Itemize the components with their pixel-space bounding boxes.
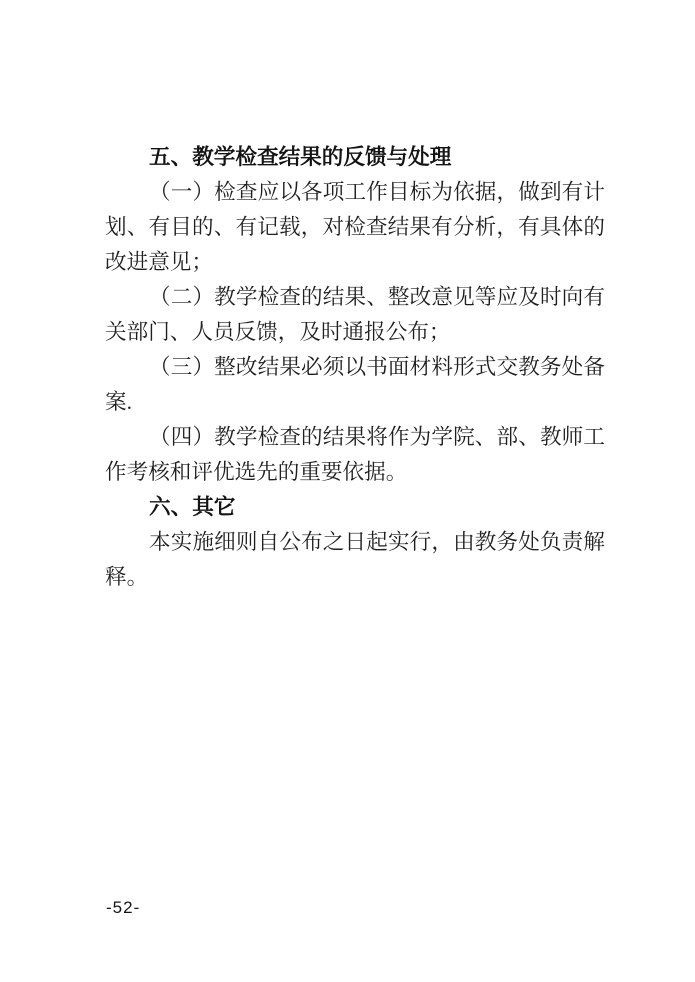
text-line: 释。 [105,565,149,589]
text-line: 改进意见； [105,250,213,274]
text-line: （四）教学检查的结果将作为学院、部、教师工 [149,425,605,449]
text-line: （二）教学检查的结果、整改意见等应及时向有 [149,285,605,309]
document-text-block [105,140,605,595]
section-heading: 五、教学检查结果的反馈与处理 [149,145,452,169]
text-line: 关部门、人员反馈，及时通报公布； [105,320,451,344]
text-line: （一）检查应以各项工作目标为依据，做到有计 [149,180,605,204]
text-line: 本实施细则自公布之日起实行，由教务处负责解 [149,530,605,554]
text-line: （三）整改结果必须以书面材料形式交教务处备 [149,355,605,379]
section-heading: 六、其它 [149,495,236,519]
page-number: -52- [106,898,141,917]
text-line: 案. [105,390,132,414]
text-line: 作考核和评优选先的重要依据。 [105,460,408,484]
text-line: 划、有目的、有记载，对检查结果有分析，有具体的 [105,215,605,239]
